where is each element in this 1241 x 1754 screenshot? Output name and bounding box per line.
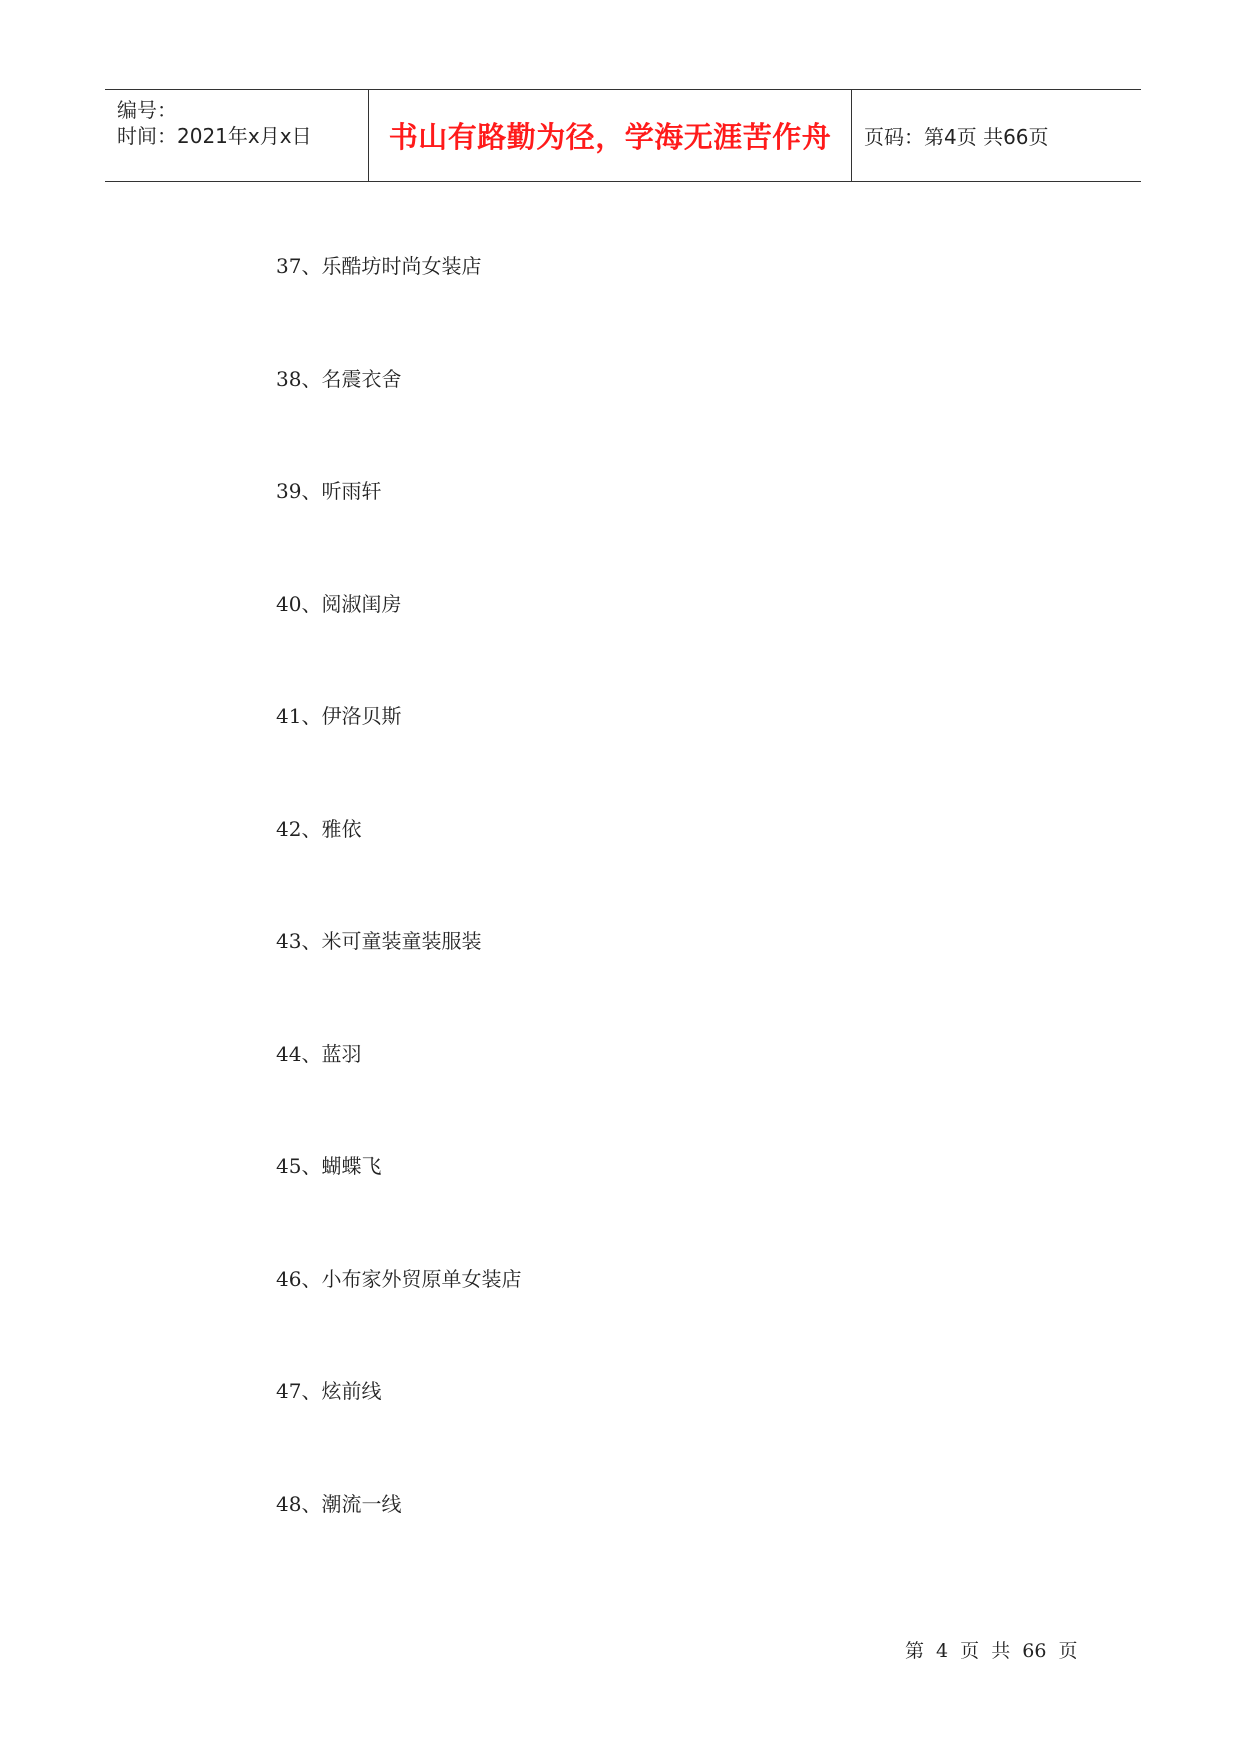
header-motto-cell (369, 90, 852, 181)
list-item: 43、米可童装童装服装 (276, 929, 482, 953)
list-item: 44、蓝羽 (276, 1041, 362, 1066)
list-item: 48、潮流一线 (276, 1491, 402, 1516)
header-page-info: 页码：第4页 共66页 (864, 125, 1049, 149)
list-item: 42、雅依 (276, 816, 362, 841)
page-footer: 第 4 页 共 66 页 (905, 1640, 1078, 1662)
list-item: 45、蝴蝶飞 (276, 1154, 382, 1178)
list-item: 41、伊洛贝斯 (276, 704, 402, 728)
list-item: 40、阅淑闺房 (276, 591, 402, 616)
serial-label: 编号： (117, 98, 177, 122)
header-meta-cell (105, 90, 369, 181)
list-item: 39、听雨轩 (276, 479, 382, 503)
time-label: 时间：2021年x月x日 (117, 124, 312, 148)
header-page-cell (852, 90, 1141, 181)
shop-name-list (276, 254, 521, 1604)
list-item: 46、小布家外贸原单女装店 (276, 1266, 522, 1291)
list-item: 38、名震衣舍 (276, 366, 402, 391)
motto-text: 书山有路勤为径，学海无涯苦作舟 (388, 120, 832, 154)
list-item: 37、乐酷坊时尚女装店 (276, 254, 482, 278)
page-header (105, 89, 1141, 182)
list-item: 47、炫前线 (276, 1379, 382, 1403)
